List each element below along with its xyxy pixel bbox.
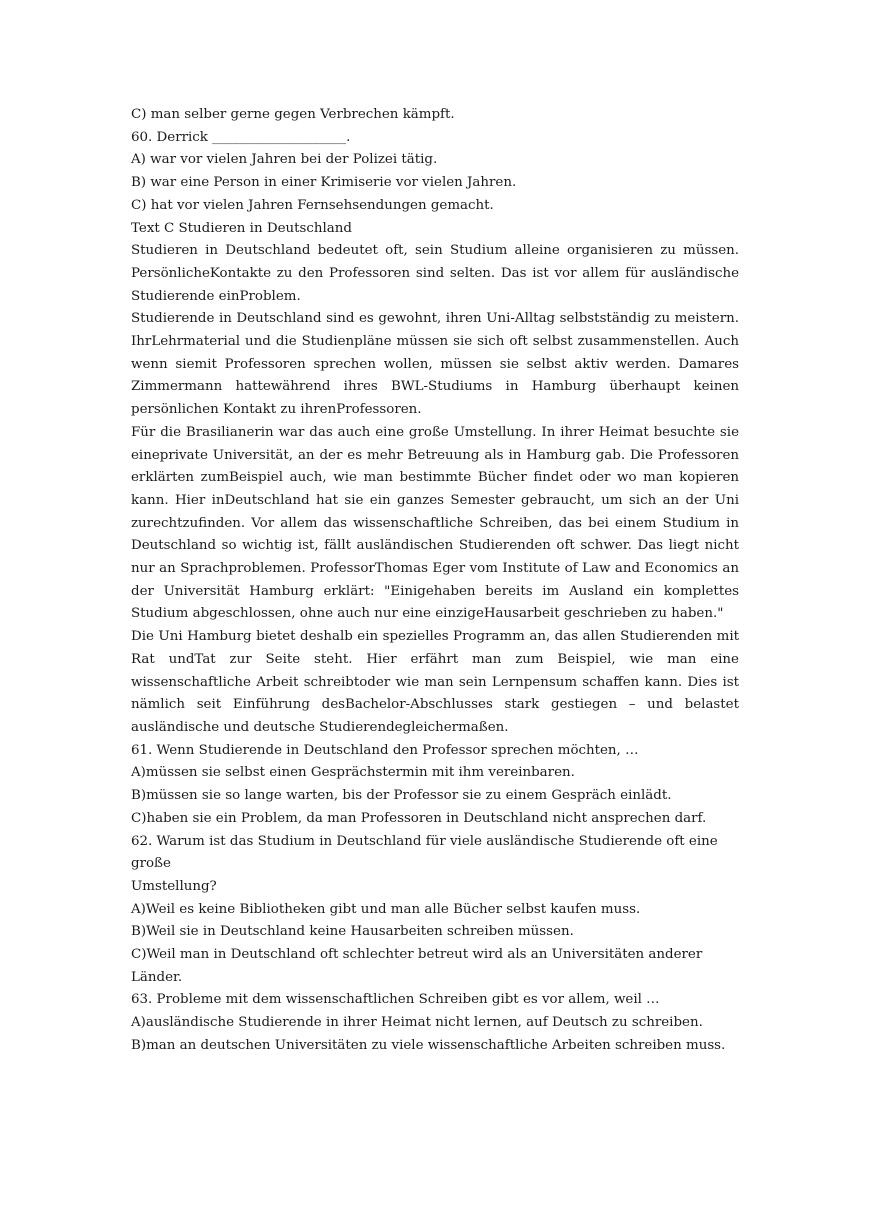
q61-stem: 61. Wenn Studierende in Deutschland den Professor sprechen möchten, … — [131, 742, 639, 758]
text-c-paragraph-2: Studierende in Deutschland sind es gewohnt, ihren Uni‑Alltag selbstständig zu meistern. IhrLehrmaterial und die Studienpläne müssen sie sich oft selbst zusammenstellen. Auch wenn siemit Professoren sprechen wollen, müssen sie selbst aktiv werden. Damares Zimmermann hattewährend ihres BWL‑Studiums in Hamburg überhaupt keinen persönlichen Kontakt zu ihrenProfessoren. — [131, 311, 744, 418]
document-page — [131, 104, 744, 1058]
q60-option-b: B) war eine Person in einer Krimiserie vor vielen Jahren. — [131, 175, 517, 191]
q60-option-c: C) hat vor vielen Jahren Fernsehsendungen gemacht. — [131, 197, 494, 213]
q61-option-b: B)müssen sie so lange warten, bis der Professor sie zu einem Gespräch einlädt. — [131, 788, 672, 804]
q59-option-c: C) man selber gerne gegen Verbrechen kämpft. — [131, 107, 455, 122]
q62-option-b: B)Weil sie in Deutschland keine Hausarbeiten schreiben müssen. — [131, 924, 574, 940]
q63-option-a: A)ausländische Studierende in ihrer Heimat nicht lernen, auf Deutsch zu schreiben. — [131, 1015, 703, 1031]
q62-option-a: A)Weil es keine Bibliotheken gibt und man alle Bücher selbst kaufen muss. — [131, 901, 641, 917]
q60-stem: 60. Derrick ____________________. — [131, 129, 351, 145]
q60-option-a: A) war vor vielen Jahren bei der Polizei tätig. — [131, 152, 438, 168]
q61-option-a: A)müssen sie selbst einen Gesprächstermin mit ihm vereinbaren. — [131, 765, 575, 781]
q62-stem-continued: Umstellung? — [131, 878, 217, 894]
text-c-paragraph-3: Für die Brasilianerin war das auch eine große Umstellung. In ihrer Heimat besuchte sie eineprivate Universität, an der es mehr Betreuung als in Hamburg gab. Die Professoren erklärten zumBeispiel auch, wie man bestimmte Bücher findet oder wo man kopieren kann. Hier inDeutschland hat sie ein ganzes Semester gebraucht, um sich an der Uni zurechtzufinden. Vor allem das wissenschaftliche Schreiben, das bei einem Studium in Deutschland so wichtig ist, fällt ausländischen Studierenden oft schwer. Das liegt nicht nur an Sprachproblemen. ProfessorThomas Eger vom Institute of Law and Economics an der Universität Hamburg erklärt: "Einigehaben bereits im Ausland ein komplettes Studium abgeschlossen, ohne auch nur eine einzigeHausarbeit geschrieben zu haben." — [131, 424, 744, 622]
q62-option-c: C)Weil man in Deutschland oft schlechter betreut wird als an Universitäten anderer Länder. — [131, 947, 707, 985]
q63-stem: 63. Probleme mit dem wissenschaftlichen Schreiben gibt es vor allem, weil … — [131, 992, 660, 1008]
text-c-paragraph-4: Die Uni Hamburg bietet deshalb ein spezielles Programm an, das allen Studierenden mit Rat undTat zur Seite steht. Hier erfährt man zum Beispiel, wie man eine wissenschaftliche Arbeit schreibtoder wie man sein Lernpensum schaffen kann. Dies ist nämlich seit Einführung desBachelor‑Abschlusses stark gestiegen – und belastet ausländische und deutsche Studierendegleichermaßen. — [131, 629, 744, 735]
q63-option-b: B)man an deutschen Universitäten zu viele wissenschaftliche Arbeiten schreiben muss. — [131, 1037, 726, 1053]
text-c-paragraph-1: Studieren in Deutschland bedeutet oft, sein Studium alleine organisieren zu müssen. PersönlicheKontakte zu den Professoren sind selten. Das ist vor allem für ausländische Studierende einProblem. — [131, 243, 744, 304]
text-c-title: Text C Studieren in Deutschland — [131, 220, 352, 236]
q61-option-c: C)haben sie ein Problem, da man Professoren in Deutschland nicht ansprechen darf. — [131, 810, 707, 826]
q62-stem: 62. Warum ist das Studium in Deutschland für viele ausländische Studierende oft eine große — [131, 833, 722, 872]
